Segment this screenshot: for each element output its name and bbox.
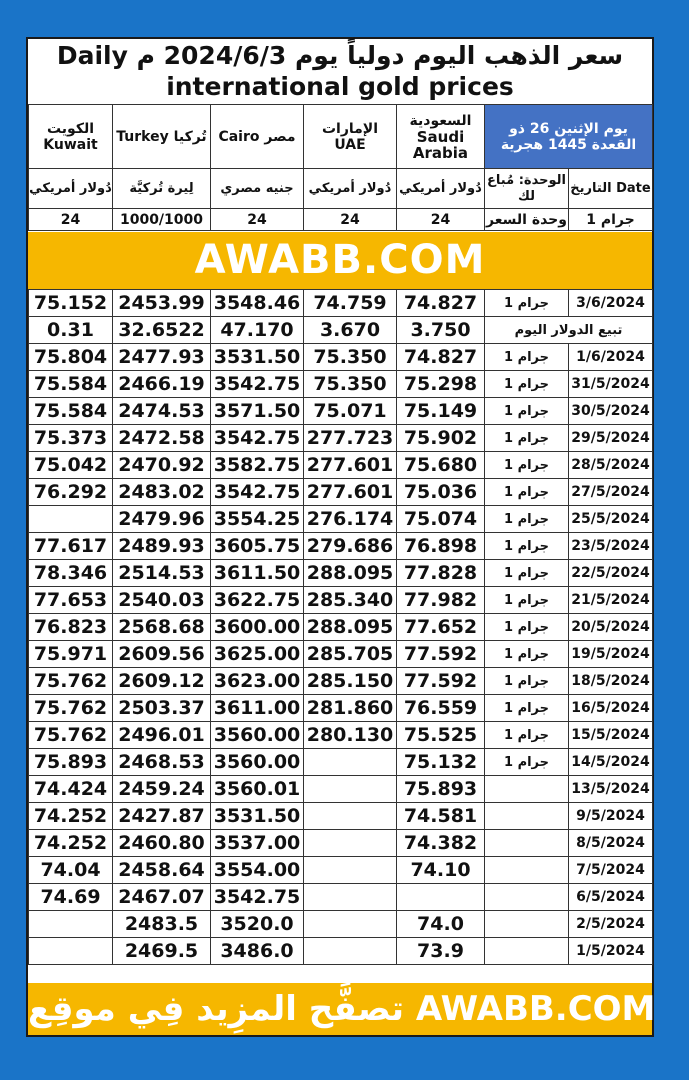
table-row (29, 776, 653, 803)
cell-date: 25/5/2024 (569, 506, 653, 533)
cell-saudi: 74.10 (397, 857, 485, 884)
cell-saudi: 75.074 (397, 506, 485, 533)
cell-unit: 1 جرام (485, 722, 569, 749)
page-title (28, 39, 652, 105)
table-row (29, 560, 653, 587)
cell-uae: 281.860 (304, 695, 397, 722)
cell-date: 18/5/2024 (569, 668, 653, 695)
table-row (29, 371, 653, 398)
cell-uae (304, 884, 397, 911)
cell-cairo: 3623.00 (211, 668, 304, 695)
cell-saudi: 77.652 (397, 614, 485, 641)
cell-cairo: 3542.75 (211, 479, 304, 506)
cell-date: 8/5/2024 (569, 830, 653, 857)
cell-unit (485, 776, 569, 803)
cell-uae (304, 749, 397, 776)
cell-unit: 1 جرام (485, 560, 569, 587)
cell-cairo: 3600.00 (211, 614, 304, 641)
footer-banner-text: تصفَّح المزِيد فِي موقِع AWABB.COM (28, 989, 656, 1029)
cell-date: 29/5/2024 (569, 425, 653, 452)
cell-cairo: 3560.00 (211, 722, 304, 749)
cell-unit: 1 جرام (485, 641, 569, 668)
col-header-saudi (397, 105, 485, 169)
cell-saudi: 74.827 (397, 344, 485, 371)
cell-cairo: 3531.50 (211, 803, 304, 830)
cell-uae: 288.095 (304, 560, 397, 587)
cell-unit: 1 جرام (485, 290, 569, 317)
cell-unit (485, 830, 569, 857)
cell-turkey: 2489.93 (113, 533, 211, 560)
cell-kuwait: 75.762 (29, 695, 113, 722)
cell-unit: 1 جرام (485, 668, 569, 695)
cell-turkey: 2479.96 (113, 506, 211, 533)
cell-turkey: 2483.5 (113, 911, 211, 938)
cell-cairo: 47.170 (211, 317, 304, 344)
table-row (29, 344, 653, 371)
table-row (29, 452, 653, 479)
table-row (29, 938, 653, 965)
cell-uae: 288.095 (304, 614, 397, 641)
col-header-kuwait-ar: الكويت (46, 120, 95, 137)
cell-cairo: 3548.46 (211, 290, 304, 317)
title-line-2: international gold prices (166, 72, 514, 101)
table-row (29, 317, 653, 344)
cell-turkey: 2568.68 (113, 614, 211, 641)
cell-turkey: 2467.07 (113, 884, 211, 911)
cell-kuwait: 74.69 (29, 884, 113, 911)
cell-cairo: 3560.01 (211, 776, 304, 803)
cell-cairo: 3611.50 (211, 560, 304, 587)
cell-date: 1/5/2024 (569, 938, 653, 965)
cell-turkey: 2459.24 (113, 776, 211, 803)
cell-kuwait: 77.617 (29, 533, 113, 560)
cell-uae: 276.174 (304, 506, 397, 533)
cell-cairo: 3625.00 (211, 641, 304, 668)
table-row (29, 668, 653, 695)
cell-turkey: 2460.80 (113, 830, 211, 857)
cell-saudi: 77.828 (397, 560, 485, 587)
cell-date: 31/5/2024 (569, 371, 653, 398)
cell-unit: 1 جرام (485, 614, 569, 641)
cell-saudi: 74.827 (397, 290, 485, 317)
cell-kuwait: 75.762 (29, 668, 113, 695)
cell-cairo: 3542.75 (211, 884, 304, 911)
cell-turkey: 2503.37 (113, 695, 211, 722)
cell-turkey: 2466.19 (113, 371, 211, 398)
cell-uae (304, 911, 397, 938)
cell-kuwait: 76.823 (29, 614, 113, 641)
cell-uae: 279.686 (304, 533, 397, 560)
site-banner-text: AWABB.COM (194, 237, 486, 283)
cell-uae: 280.130 (304, 722, 397, 749)
prices-table-body (29, 290, 653, 965)
cell-unit: 1 جرام (485, 344, 569, 371)
cell-turkey: 32.6522 (113, 317, 211, 344)
cell-turkey: 2468.53 (113, 749, 211, 776)
cell-cairo: 3520.0 (211, 911, 304, 938)
karat-kuwait: 24 (29, 209, 113, 231)
cell-date: 2/5/2024 (569, 911, 653, 938)
cell-kuwait: 74.252 (29, 830, 113, 857)
cell-kuwait: 75.971 (29, 641, 113, 668)
cell-date: 6/5/2024 (569, 884, 653, 911)
cell-date: 15/5/2024 (569, 722, 653, 749)
cell-dollar-note: تبيع الدولار اليوم (485, 317, 653, 344)
title-line-1: سعر الذهب اليوم دولياً يوم 2024/6/3 م Daily (56, 41, 624, 70)
unit-saudi: دُولار أمريكي (397, 169, 485, 209)
cell-kuwait: 75.804 (29, 344, 113, 371)
cell-kuwait: 78.346 (29, 560, 113, 587)
cell-kuwait (29, 938, 113, 965)
cell-turkey: 2458.64 (113, 857, 211, 884)
col-header-uae-en: UAE (334, 136, 366, 153)
cell-unit: 1 جرام (485, 398, 569, 425)
cell-turkey: 2472.58 (113, 425, 211, 452)
cell-saudi: 73.9 (397, 938, 485, 965)
cell-cairo: 3622.75 (211, 587, 304, 614)
cell-cairo: 3486.0 (211, 938, 304, 965)
cell-date: 13/5/2024 (569, 776, 653, 803)
cell-date: 3/6/2024 (569, 290, 653, 317)
hijri-date-header: يوم الإثنين 26 ذو القعدة 1445 هجرية (485, 105, 653, 169)
table-row (29, 884, 653, 911)
cell-turkey: 2470.92 (113, 452, 211, 479)
cell-saudi: 75.149 (397, 398, 485, 425)
cell-date: 22/5/2024 (569, 560, 653, 587)
cell-kuwait: 74.252 (29, 803, 113, 830)
cell-kuwait: 77.653 (29, 587, 113, 614)
cell-saudi: 76.559 (397, 695, 485, 722)
col-header-cairo: Cairo مصر (211, 105, 304, 169)
cell-date: 14/5/2024 (569, 749, 653, 776)
cell-uae: 74.759 (304, 290, 397, 317)
cell-saudi: 74.581 (397, 803, 485, 830)
cell-uae: 75.350 (304, 344, 397, 371)
cell-kuwait: 75.373 (29, 425, 113, 452)
cell-kuwait: 75.042 (29, 452, 113, 479)
cell-saudi: 75.036 (397, 479, 485, 506)
cell-unit (485, 803, 569, 830)
cell-date: 9/5/2024 (569, 803, 653, 830)
cell-cairo: 3542.75 (211, 371, 304, 398)
unit-unit: الوحدة: مُباع لك (485, 169, 569, 209)
cell-uae (304, 857, 397, 884)
table-row (29, 587, 653, 614)
cell-cairo: 3605.75 (211, 533, 304, 560)
cell-unit: 1 جرام (485, 479, 569, 506)
cell-date: 30/5/2024 (569, 398, 653, 425)
cell-cairo: 3611.00 (211, 695, 304, 722)
cell-uae (304, 938, 397, 965)
cell-uae: 75.071 (304, 398, 397, 425)
cell-kuwait: 75.893 (29, 749, 113, 776)
cell-saudi: 77.982 (397, 587, 485, 614)
unit-uae: دُولار أمريكي (304, 169, 397, 209)
cell-uae: 285.340 (304, 587, 397, 614)
karat-cairo: 24 (211, 209, 304, 231)
cell-kuwait (29, 911, 113, 938)
cell-unit (485, 911, 569, 938)
cell-unit: 1 جرام (485, 371, 569, 398)
cell-cairo: 3531.50 (211, 344, 304, 371)
cell-unit: 1 جرام (485, 695, 569, 722)
cell-unit: 1 جرام (485, 587, 569, 614)
karat-uae: 24 (304, 209, 397, 231)
header-table (28, 104, 653, 231)
cell-turkey: 2453.99 (113, 290, 211, 317)
cell-saudi: 3.750 (397, 317, 485, 344)
cell-cairo: 3554.25 (211, 506, 304, 533)
cell-unit: 1 جرام (485, 506, 569, 533)
karat-date: 1 جرام (569, 209, 653, 231)
cell-unit: 1 جرام (485, 749, 569, 776)
table-row (29, 803, 653, 830)
table-row (29, 614, 653, 641)
cell-turkey: 2477.93 (113, 344, 211, 371)
cell-kuwait: 0.31 (29, 317, 113, 344)
cell-cairo: 3582.75 (211, 452, 304, 479)
col-header-turkey: Turkey تُركيا (113, 105, 211, 169)
table-row (29, 749, 653, 776)
cell-date: 27/5/2024 (569, 479, 653, 506)
cell-turkey: 2469.5 (113, 938, 211, 965)
cell-unit (485, 857, 569, 884)
cell-kuwait: 75.762 (29, 722, 113, 749)
cell-saudi: 75.902 (397, 425, 485, 452)
cell-uae (304, 803, 397, 830)
cell-date: 20/5/2024 (569, 614, 653, 641)
col-header-uae (304, 105, 397, 169)
unit-cairo: جنيه مصري (211, 169, 304, 209)
cell-saudi: 74.0 (397, 911, 485, 938)
cell-unit (485, 938, 569, 965)
country-header-row (29, 105, 653, 169)
cell-uae (304, 830, 397, 857)
cell-date: 1/6/2024 (569, 344, 653, 371)
cell-saudi: 76.898 (397, 533, 485, 560)
cell-uae: 277.723 (304, 425, 397, 452)
table-row (29, 506, 653, 533)
table-row (29, 425, 653, 452)
cell-saudi: 77.592 (397, 668, 485, 695)
cell-saudi: 75.525 (397, 722, 485, 749)
footer-banner[interactable] (28, 983, 656, 1035)
gold-price-sheet (26, 37, 654, 1037)
cell-date: 21/5/2024 (569, 587, 653, 614)
cell-unit: 1 جرام (485, 425, 569, 452)
cell-turkey: 2496.01 (113, 722, 211, 749)
cell-saudi: 75.893 (397, 776, 485, 803)
cell-unit (485, 884, 569, 911)
table-row (29, 641, 653, 668)
cell-kuwait: 75.584 (29, 398, 113, 425)
cell-turkey: 2483.02 (113, 479, 211, 506)
currency-unit-row (29, 169, 653, 209)
cell-turkey: 2514.53 (113, 560, 211, 587)
cell-cairo: 3560.00 (211, 749, 304, 776)
cell-cairo: 3542.75 (211, 425, 304, 452)
karat-turkey: 1000/1000 (113, 209, 211, 231)
cell-saudi (397, 884, 485, 911)
table-row (29, 533, 653, 560)
cell-uae: 3.670 (304, 317, 397, 344)
cell-kuwait: 76.292 (29, 479, 113, 506)
table-row (29, 398, 653, 425)
cell-uae: 75.350 (304, 371, 397, 398)
cell-kuwait: 74.04 (29, 857, 113, 884)
table-row (29, 857, 653, 884)
cell-uae: 285.150 (304, 668, 397, 695)
cell-date: 16/5/2024 (569, 695, 653, 722)
cell-saudi: 75.132 (397, 749, 485, 776)
table-row (29, 290, 653, 317)
cell-cairo: 3537.00 (211, 830, 304, 857)
cell-turkey: 2427.87 (113, 803, 211, 830)
cell-cairo: 3571.50 (211, 398, 304, 425)
cell-kuwait (29, 506, 113, 533)
unit-kuwait: دُولار أمريكي (29, 169, 113, 209)
cell-uae: 277.601 (304, 479, 397, 506)
cell-turkey: 2609.56 (113, 641, 211, 668)
prices-table (28, 289, 653, 965)
cell-date: 23/5/2024 (569, 533, 653, 560)
cell-kuwait: 74.424 (29, 776, 113, 803)
cell-date: 19/5/2024 (569, 641, 653, 668)
table-row (29, 911, 653, 938)
karat-unit: وحدة السعر (485, 209, 569, 231)
karat-row (29, 209, 653, 231)
cell-unit: 1 جرام (485, 533, 569, 560)
cell-turkey: 2474.53 (113, 398, 211, 425)
table-row (29, 695, 653, 722)
col-header-kuwait (29, 105, 113, 169)
cell-turkey: 2609.12 (113, 668, 211, 695)
site-banner (28, 232, 652, 289)
col-header-uae-ar: الإمارات (321, 120, 379, 137)
table-row (29, 722, 653, 749)
cell-kuwait: 75.584 (29, 371, 113, 398)
cell-date: 28/5/2024 (569, 452, 653, 479)
cell-unit: 1 جرام (485, 452, 569, 479)
col-header-kuwait-en: Kuwait (43, 136, 98, 153)
karat-saudi: 24 (397, 209, 485, 231)
cell-saudi: 77.592 (397, 641, 485, 668)
unit-turkey: لِيرة تُركيَّة (113, 169, 211, 209)
cell-saudi: 75.298 (397, 371, 485, 398)
cell-saudi: 75.680 (397, 452, 485, 479)
cell-uae: 285.705 (304, 641, 397, 668)
table-row (29, 479, 653, 506)
col-header-saudi-ar: السعودية (409, 112, 472, 129)
unit-date: التاريخ Date (569, 169, 653, 209)
table-row (29, 830, 653, 857)
cell-uae (304, 776, 397, 803)
cell-kuwait: 75.152 (29, 290, 113, 317)
cell-saudi: 74.382 (397, 830, 485, 857)
cell-cairo: 3554.00 (211, 857, 304, 884)
cell-turkey: 2540.03 (113, 587, 211, 614)
cell-uae: 277.601 (304, 452, 397, 479)
cell-date: 7/5/2024 (569, 857, 653, 884)
col-header-saudi-en: Saudi Arabia (412, 127, 469, 162)
